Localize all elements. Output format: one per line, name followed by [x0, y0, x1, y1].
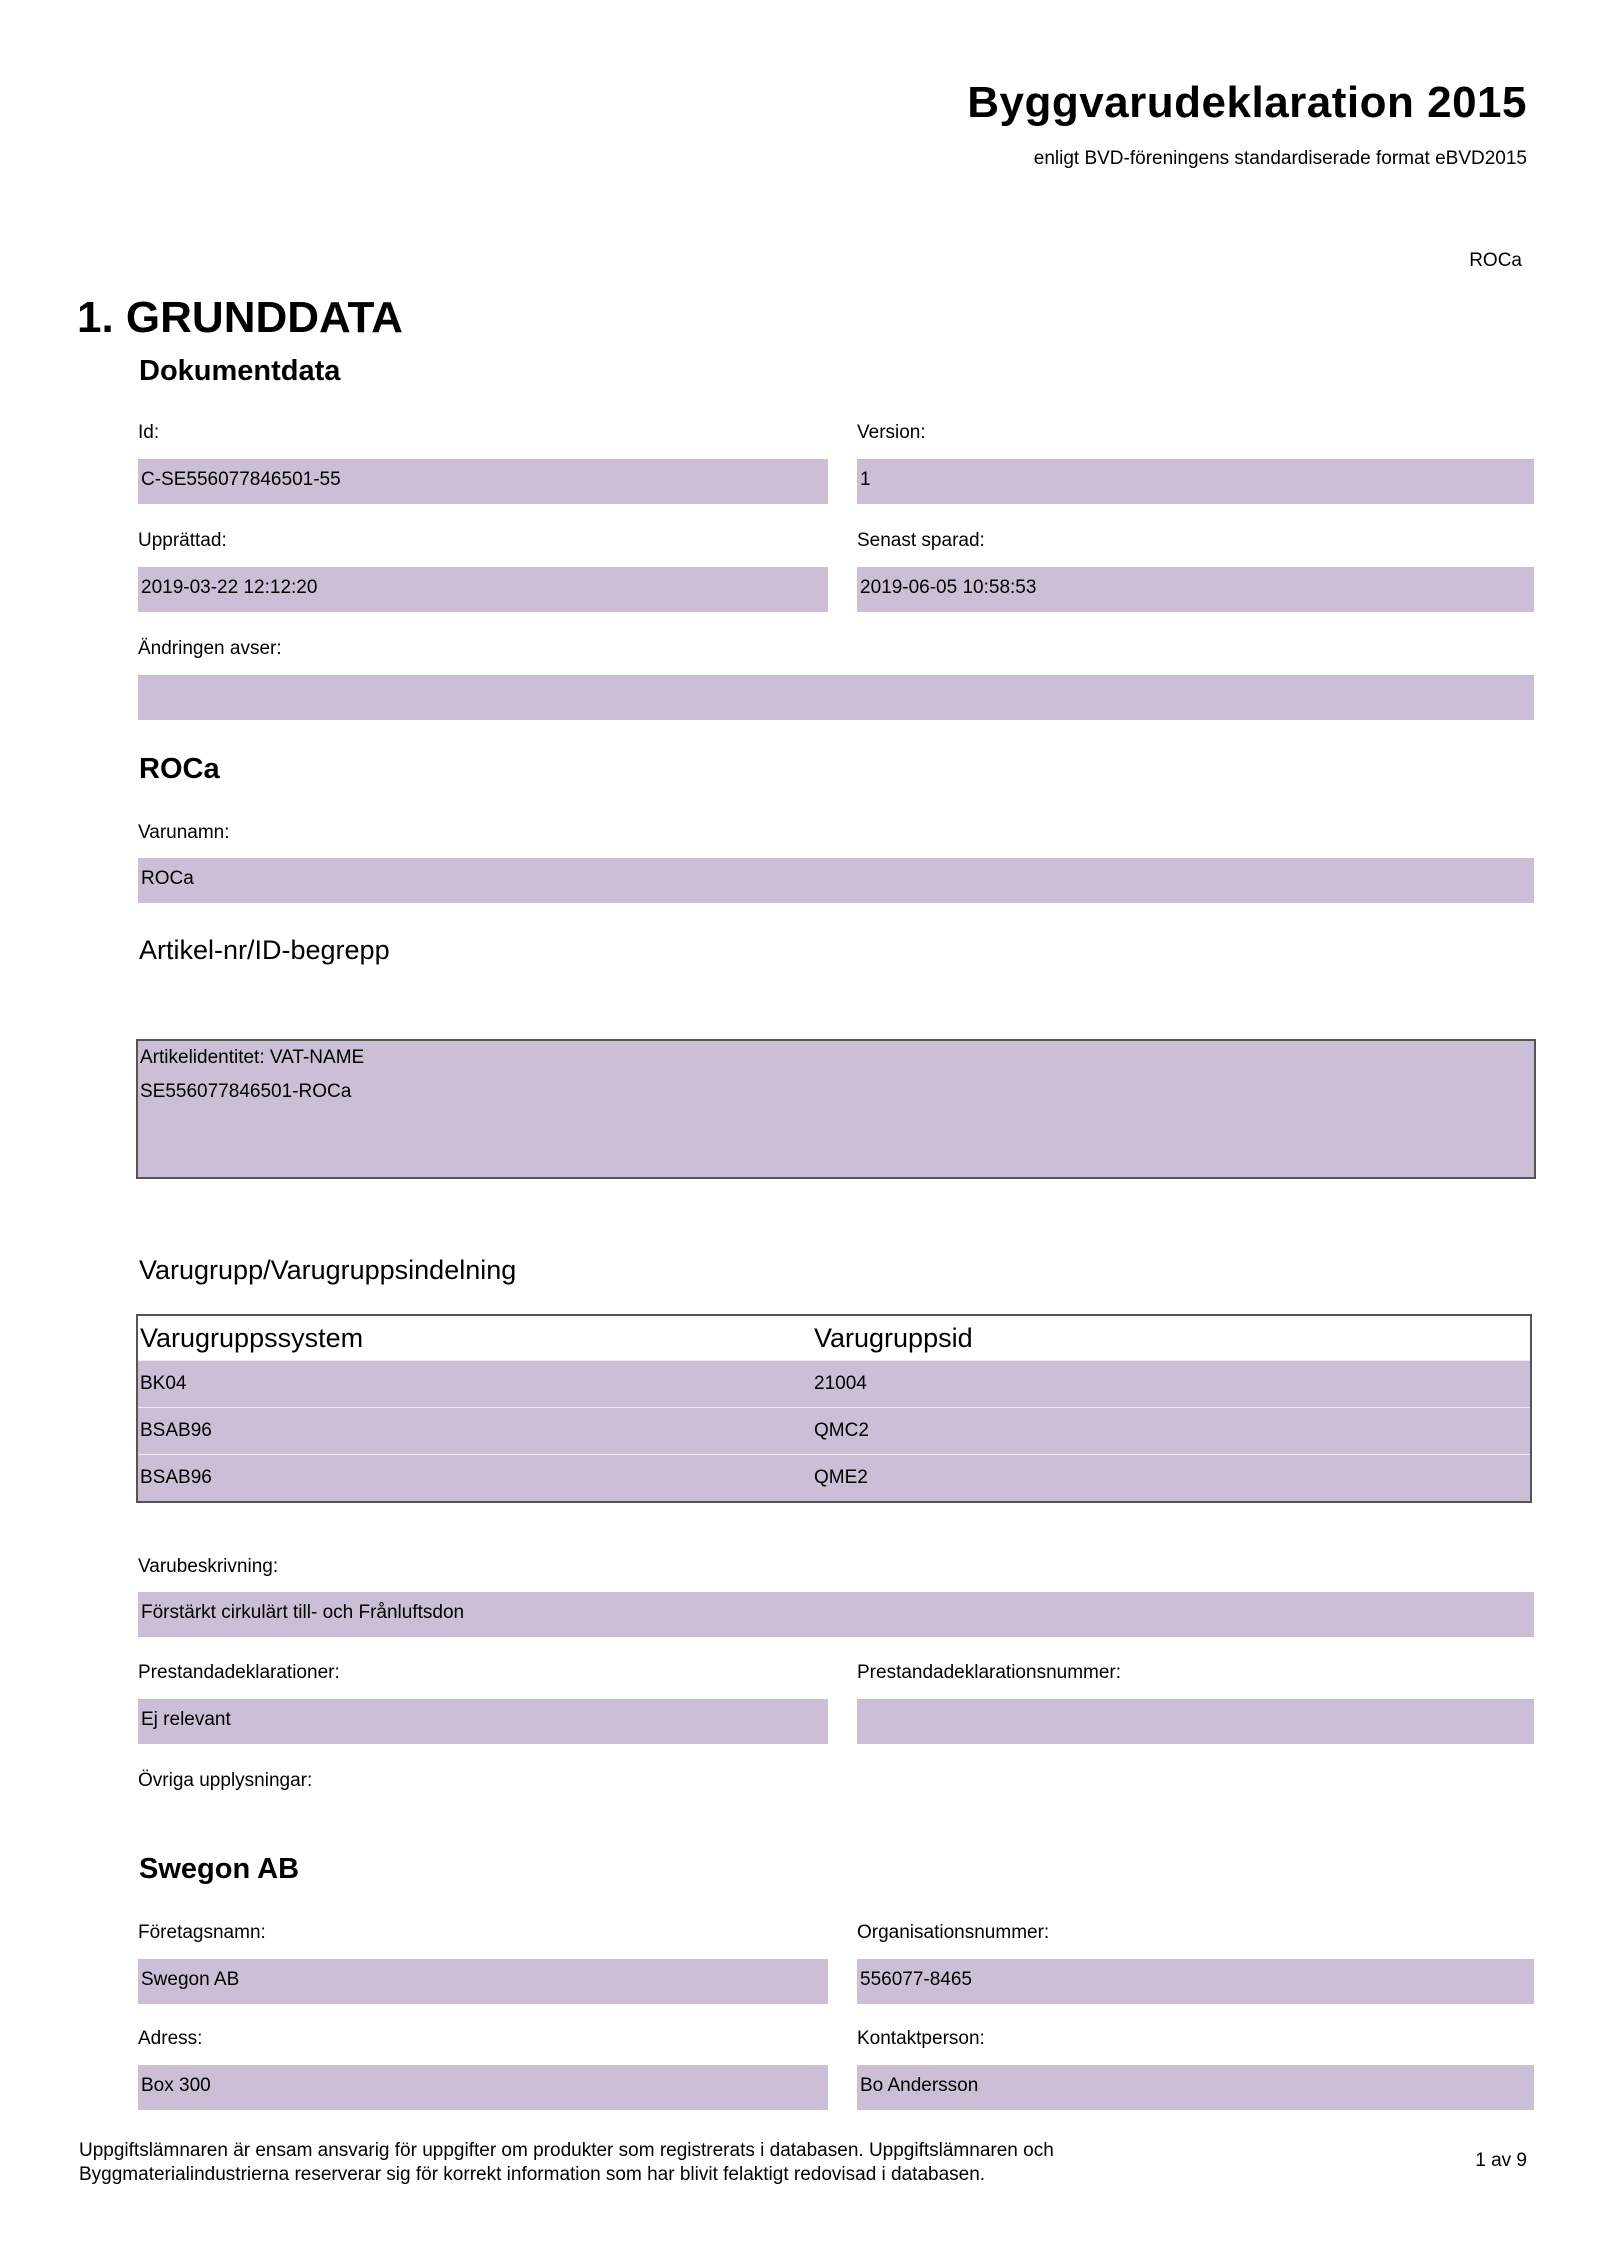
contact-label: Kontaktperson:	[857, 2028, 985, 2049]
product-name-field: ROCa	[138, 858, 1534, 903]
group-id-cell: QMC2	[812, 1408, 1531, 1455]
footer-disclaimer	[79, 2139, 1179, 2187]
perf-field: Ej relevant	[138, 1699, 828, 1744]
change-label: Ändringen avser:	[138, 638, 282, 659]
contact-field: Bo Andersson	[857, 2065, 1534, 2110]
company-name-field: Swegon AB	[138, 1959, 828, 2004]
id-field: C-SE556077846501-55	[138, 459, 828, 504]
change-field	[138, 675, 1534, 720]
product-heading: ROCa	[139, 753, 220, 785]
group-system-cell: BSAB96	[137, 1455, 812, 1503]
other-info-label: Övriga upplysningar:	[138, 1770, 313, 1791]
org-number-label: Organisationsnummer:	[857, 1922, 1050, 1943]
org-number-field: 556077-8465	[857, 1959, 1534, 2004]
article-id-box	[136, 1039, 1536, 1179]
perf-number-field	[857, 1699, 1534, 1744]
group-id-cell: 21004	[812, 1361, 1531, 1408]
product-reference: ROCa	[1469, 250, 1522, 271]
id-label: Id:	[138, 422, 160, 443]
company-name-label: Företagsnamn:	[138, 1922, 266, 1943]
company-heading: Swegon AB	[139, 1853, 300, 1885]
document-subtitle: enligt BVD-föreningens standardiserade format eBVD2015	[1033, 148, 1527, 169]
footer-line1: Uppgiftslämnaren är ensam ansvarig för uppgifter om produkter som registrerats i databasen. Uppgiftslämnaren och	[79, 2140, 1054, 2161]
address-label: Adress:	[138, 2028, 203, 2049]
description-label: Varubeskrivning:	[138, 1556, 279, 1577]
created-label: Upprättad:	[138, 530, 227, 551]
description-field: Förstärkt cirkulärt till- och Frånluftsdon	[138, 1592, 1534, 1637]
article-id-line1: Artikelidentitet: VAT-NAME	[140, 1047, 365, 1068]
table-row	[137, 1361, 1531, 1408]
group-table	[136, 1314, 1532, 1503]
document-title: Byggvarudeklaration 2015	[967, 78, 1527, 127]
section-title: 1. GRUNDDATA	[77, 293, 403, 342]
dokumentdata-heading: Dokumentdata	[139, 355, 341, 387]
version-label: Version:	[857, 422, 926, 443]
group-heading: Varugrupp/Varugruppsindelning	[139, 1255, 517, 1285]
group-table-header-system: Varugruppssystem	[137, 1315, 812, 1361]
article-id-line2: SE556077846501-ROCa	[140, 1081, 352, 1102]
created-field: 2019-03-22 12:12:20	[138, 567, 828, 612]
group-system-cell: BSAB96	[137, 1408, 812, 1455]
group-id-cell: QME2	[812, 1455, 1531, 1503]
table-row	[137, 1455, 1531, 1503]
saved-label: Senast sparad:	[857, 530, 985, 551]
perf-label: Prestandadeklarationer:	[138, 1662, 340, 1683]
address-field: Box 300	[138, 2065, 828, 2110]
page-number: 1 av 9	[1475, 2150, 1527, 2171]
version-field: 1	[857, 459, 1534, 504]
group-table-header-id: Varugruppsid	[812, 1315, 1531, 1361]
footer-line2: Byggmaterialindustrierna reserverar sig för korrekt information som har blivit felaktigt redovisad i databasen.	[79, 2164, 986, 2185]
perf-number-label: Prestandadeklarationsnummer:	[857, 1662, 1122, 1683]
group-system-cell: BK04	[137, 1361, 812, 1408]
product-name-label: Varunamn:	[138, 822, 230, 843]
table-row	[137, 1408, 1531, 1455]
saved-field: 2019-06-05 10:58:53	[857, 567, 1534, 612]
article-heading: Artikel-nr/ID-begrepp	[139, 935, 390, 965]
